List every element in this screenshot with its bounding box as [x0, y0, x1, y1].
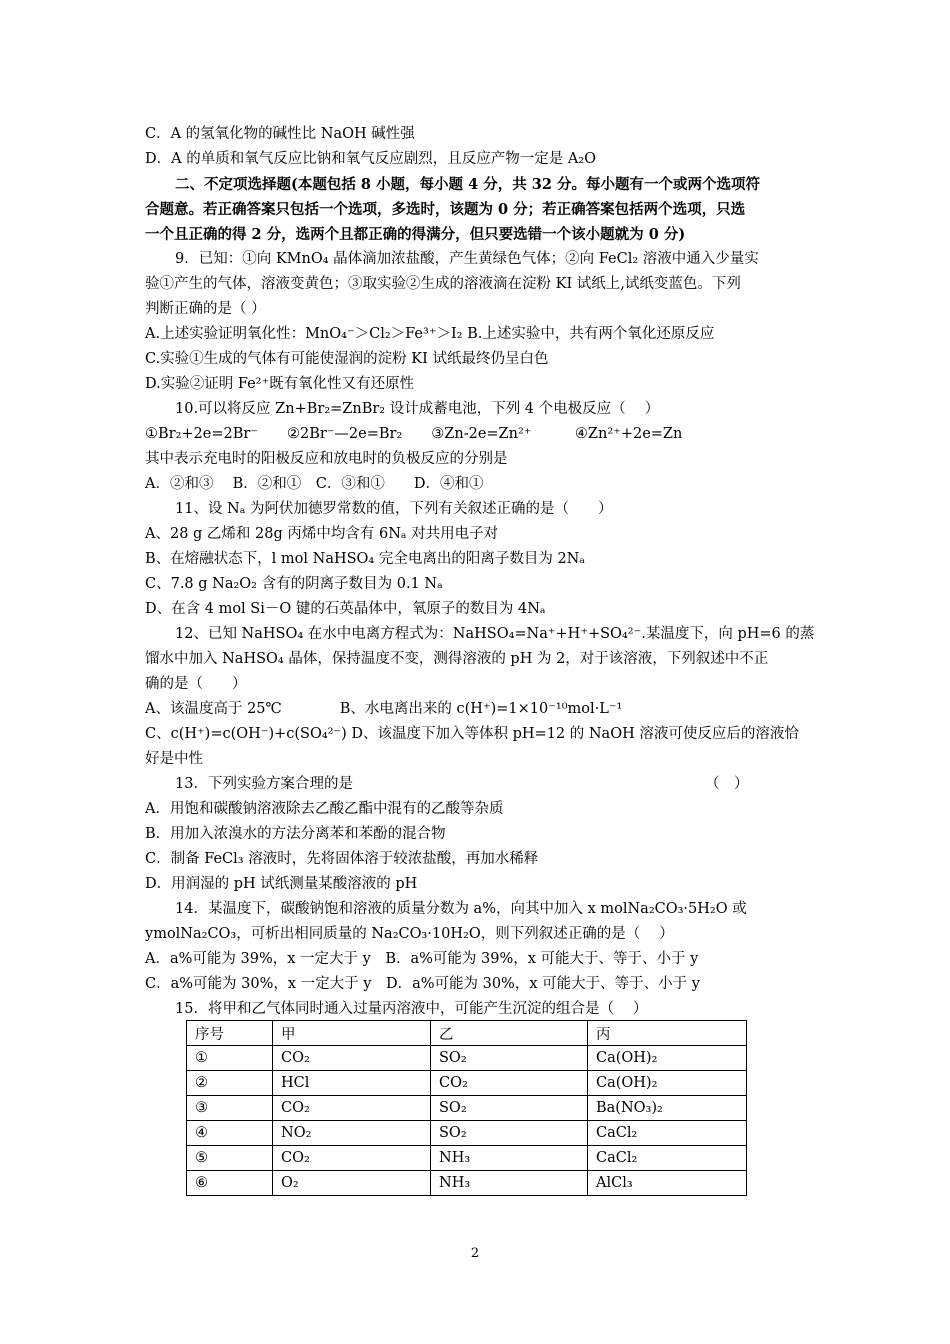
table-cell: ② [187, 1071, 273, 1096]
q9-stem-1: 9．已知：①向 KMnO₄ 晶体滴加浓盐酸，产生黄绿色气体；②向 FeCl₂ 溶液中通入少量实 [175, 251, 759, 267]
table-row [187, 1046, 747, 1071]
q11-option-b: B、在熔融状态下，l mol NaHSO₄ 完全电离出的阳离子数目为 2Nₐ [145, 551, 585, 567]
q15-stem: 15．将甲和乙气体同时通入过量丙溶液中，可能产生沉淀的组合是（ ） [175, 1001, 648, 1017]
q9-options-ab: A.上述实验证明氧化性：MnO₄⁻＞Cl₂＞Fe³⁺＞I₂ B.上述实验中，共有两个氧化还原反应 [145, 326, 715, 342]
table-cell: CaCl₂ [588, 1121, 747, 1146]
table-header-cell: 序号 [187, 1021, 273, 1046]
table-cell: NH₃ [431, 1171, 588, 1196]
q14-options-cd: C．a%可能为 30%，x 一定大于 y D．a%可能为 30%，x 可能大于、等于、小于 y [145, 976, 700, 992]
table-cell: SO₂ [431, 1121, 588, 1146]
table-row [187, 1146, 747, 1171]
table-cell: Ca(OH)₂ [588, 1046, 747, 1071]
q12-options-cd-cont: 好是中性 [145, 751, 203, 767]
q8-option-d: D．A 的单质和氧气反应比钠和氧气反应剧烈，且反应产物一定是 A₂O [145, 151, 596, 167]
q12-stem-1: 12、已知 NaHSO₄ 在水中电离方程式为：NaHSO₄=Na⁺+H⁺+SO₄²⁻.某温度下，向 pH=6 的蒸 [175, 626, 815, 642]
q13-option-a: A．用饱和碳酸钠溶液除去乙酸乙酯中混有的乙酸等杂质 [145, 801, 504, 817]
table-header-row [187, 1021, 747, 1046]
table-cell: CO₂ [431, 1071, 588, 1096]
q14-stem-2: ymolNa₂CO₃，可析出相同质量的 Na₂CO₃·10H₂O，则下列叙述正确的是（ ） [145, 926, 674, 942]
table-cell: O₂ [273, 1171, 431, 1196]
table-cell: NH₃ [431, 1146, 588, 1171]
q11-stem: 11、设 Nₐ 为阿伏加德罗常数的值，下列有关叙述正确的是（ ） [175, 501, 613, 517]
q15-table [186, 1020, 747, 1196]
q11-option-d: D、在含 4 mol Si－O 键的石英晶体中，氧原子的数目为 4Nₐ [145, 601, 546, 617]
table-cell: HCl [273, 1071, 431, 1096]
table-cell: AlCl₃ [588, 1171, 747, 1196]
table-cell: CO₂ [273, 1096, 431, 1121]
q13-answer-bracket: （ ） [705, 776, 749, 792]
q8-option-c: C．A 的氢氧化物的碱性比 NaOH 碱性强 [145, 126, 415, 142]
section-instructions-1: 合题意。若正确答案只包括一个选项，多选时，该题为 0 分；若正确答案包括两个选项，只选 [145, 201, 746, 218]
table-cell: ⑤ [187, 1146, 273, 1171]
table-cell: CaCl₂ [588, 1146, 747, 1171]
q13-stem [145, 772, 810, 797]
table-cell: ① [187, 1046, 273, 1071]
table-cell: NO₂ [273, 1121, 431, 1146]
q13-option-d: D．用润湿的 pH 试纸测量某酸溶液的 pH [145, 876, 418, 892]
q12-stem-2: 馏水中加入 NaHSO₄ 晶体，保持温度不变，测得溶液的 pH 为 2，对于该溶液，下列叙述中不正 [145, 651, 769, 667]
q10-question: 其中表示充电时的阳极反应和放电时的负极反应的分别是 [145, 451, 508, 467]
exam-page [145, 122, 815, 1022]
table-row [187, 1171, 747, 1196]
table-cell: Ba(NO₃)₂ [588, 1096, 747, 1121]
q12-options-ab: A、该温度高于 25℃ B、水电离出来的 c(H⁺)=1×10⁻¹⁰mol·L⁻¹ [145, 701, 623, 717]
table-cell: SO₂ [431, 1046, 588, 1071]
table-row [187, 1121, 747, 1146]
table-cell: CO₂ [273, 1046, 431, 1071]
table-cell: ④ [187, 1121, 273, 1146]
q13-option-c: C．制备 FeCl₃ 溶液时，先将固体溶于较浓盐酸，再加水稀释 [145, 851, 539, 867]
q9-option-d: D.实验②证明 Fe²⁺既有氧化性又有还原性 [145, 376, 415, 392]
q11-option-c: C、7.8 g Na₂O₂ 含有的阴离子数目为 0.1 Nₐ [145, 576, 443, 592]
table-cell: ③ [187, 1096, 273, 1121]
table-header-cell: 丙 [588, 1021, 747, 1046]
table-row [187, 1096, 747, 1121]
q14-options-ab: A．a%可能为 39%，x 一定大于 y B．a%可能为 39%，x 可能大于、等于、小于 y [145, 951, 699, 967]
q12-stem-3: 确的是（ ） [145, 676, 247, 692]
table-header-cell: 乙 [431, 1021, 588, 1046]
table-cell: CO₂ [273, 1146, 431, 1171]
q13-option-b: B．用加入浓溴水的方法分离苯和苯酚的混合物 [145, 826, 446, 842]
q9-stem-2: 验①产生的气体，溶液变黄色；③取实验②生成的溶液滴在淀粉 KI 试纸上,试纸变蓝色。下列 [145, 276, 741, 292]
q14-stem-1: 14．某温度下，碳酸钠饱和溶液的质量分数为 a%，向其中加入 x molNa₂CO₃·5H₂O 或 [175, 901, 747, 917]
q10-options: A．②和③ B．②和① C．③和① D．④和① [145, 476, 484, 492]
q9-stem-3: 判断正确的是（ ） [145, 301, 266, 317]
table-row [187, 1071, 747, 1096]
q10-stem: 10.可以将反应 Zn+Br₂=ZnBr₂ 设计成蓄电池，下列 4 个电极反应（ ） [175, 401, 660, 417]
section-heading: 二、不定项选择题(本题包括 8 小题，每小题 4 分，共 32 分。每小题有一个或两个选项符 [175, 176, 761, 193]
table-cell: SO₂ [431, 1096, 588, 1121]
q9-option-c: C.实验①生成的气体有可能使湿润的淀粉 KI 试纸最终仍呈白色 [145, 351, 549, 367]
page-number: 2 [470, 1246, 480, 1261]
q11-option-a: A、28 g 乙烯和 28g 丙烯中均含有 6Nₐ 对共用电子对 [145, 526, 499, 542]
section-instructions-2: 一个且正确的得 2 分，选两个且都正确的得满分，但只要选错一个该小题就为 0 分) [145, 226, 686, 243]
table-cell: ⑥ [187, 1171, 273, 1196]
q10-reactions: ①Br₂+2e=2Br⁻ ②2Br⁻—2e=Br₂ ③Zn-2e=Zn²⁺ ④Zn²⁺+2e=Zn [145, 426, 683, 442]
table-cell: Ca(OH)₂ [588, 1071, 747, 1096]
q13-stem-text: 13．下列实验方案合理的是 [175, 776, 353, 792]
table-header-cell: 甲 [273, 1021, 431, 1046]
q12-options-cd: C、c(H⁺)=c(OH⁻)+c(SO₄²⁻) D、该温度下加入等体积 pH=12 的 NaOH 溶液可使反应后的溶液恰 [145, 726, 799, 742]
